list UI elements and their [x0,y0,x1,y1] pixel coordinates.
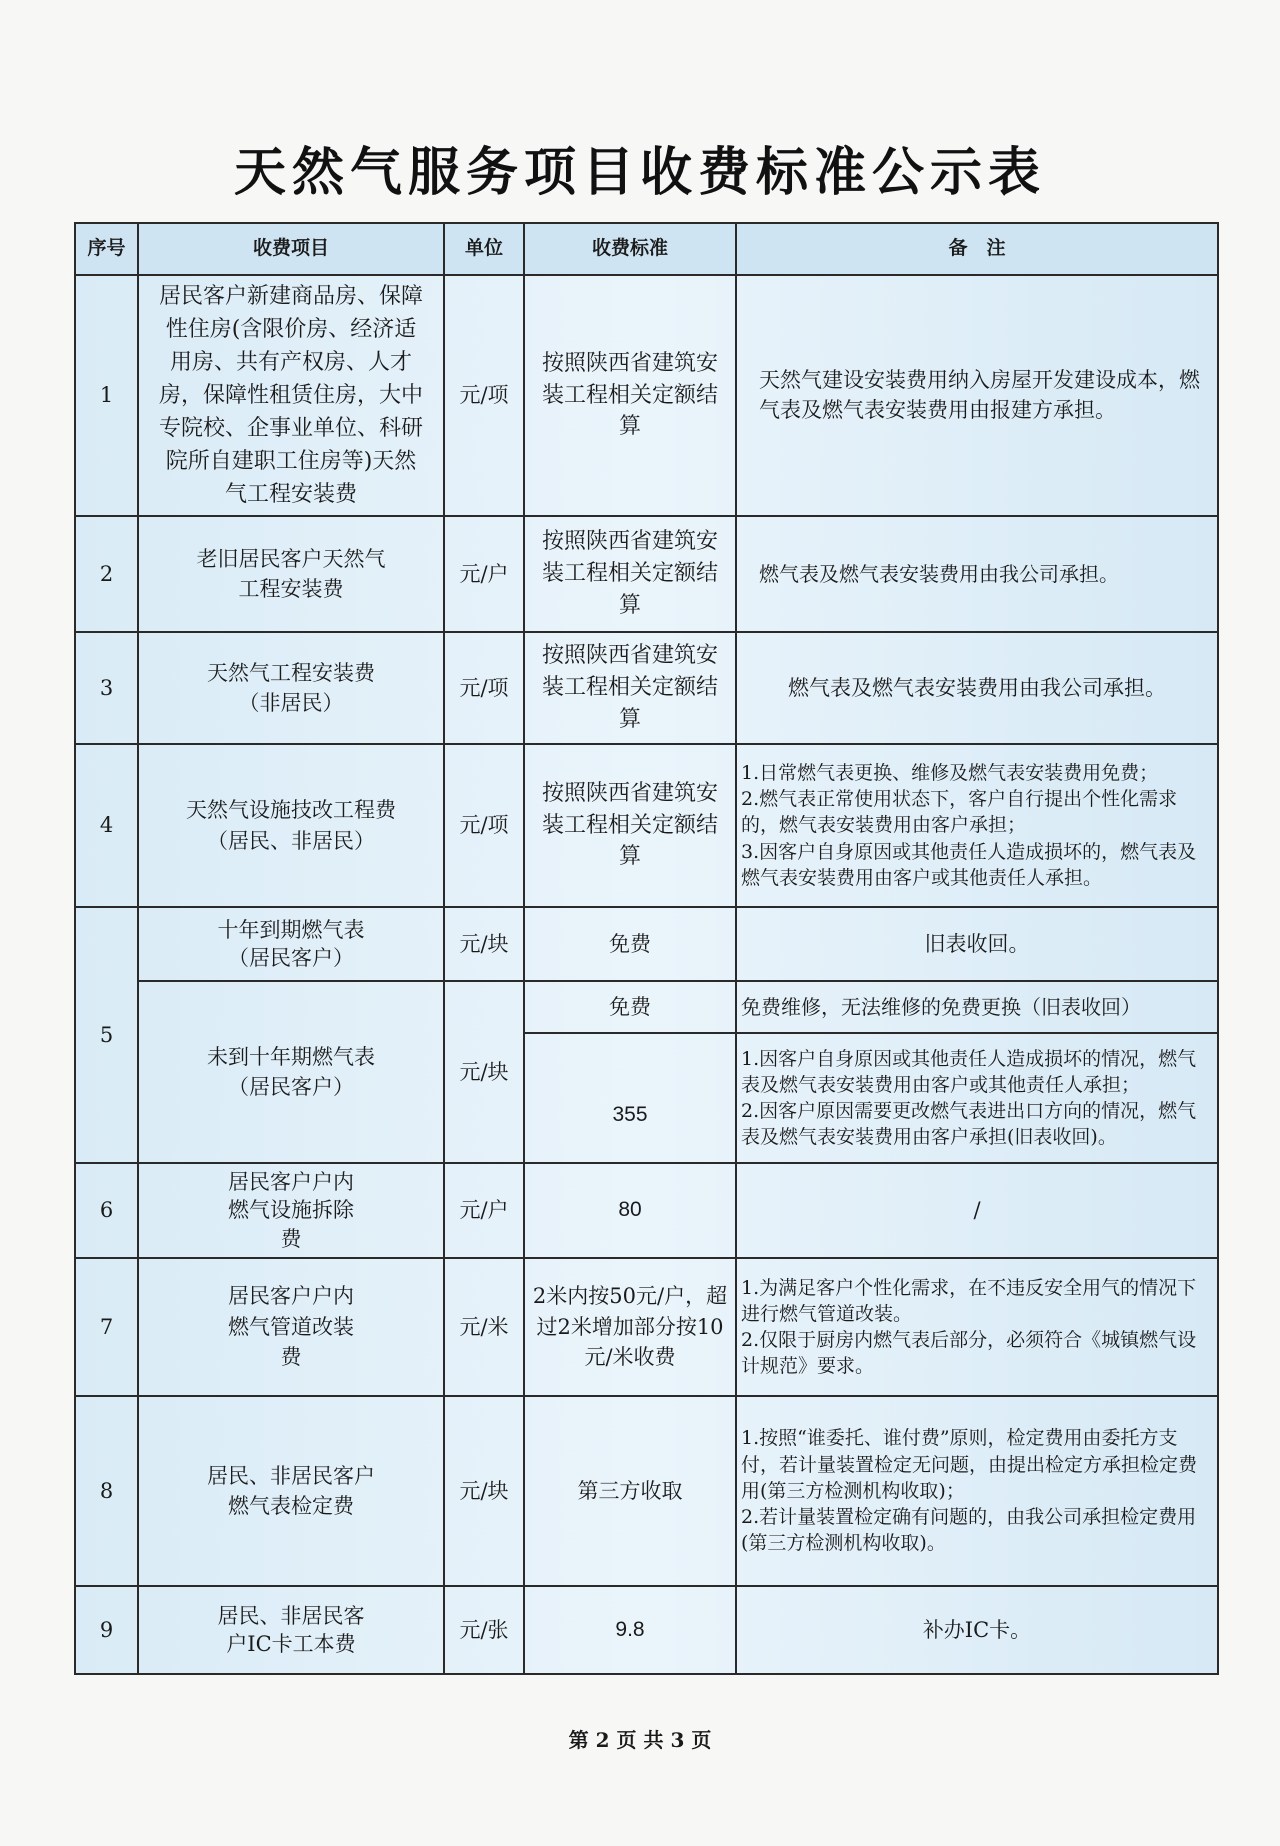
row-unit: 元/块 [444,907,524,981]
fee-table [74,222,1219,1675]
header-seq: 序号 [75,223,138,275]
row-standard: 9.8 [524,1586,736,1674]
table-header-row [75,223,1218,275]
note-line: 3.因客户自身原因或其他责任人造成损坏的，燃气表及燃气表安装费用由客户或其他责任人承担。 [741,840,1197,889]
row-item: 天然气设施技改工程费（居民、非居民） [138,744,444,907]
table-row [75,516,1218,632]
note-line: 2.仅限于厨房内燃气表后部分，必须符合《城镇燃气设计规范》要求。 [741,1329,1197,1378]
row-item: 老旧居民客户天然气工程安装费 [138,516,444,632]
row-standard: 按照陕西省建筑安装工程相关定额结算 [524,744,736,907]
row-note: / [736,1163,1218,1258]
row-standard: 按照陕西省建筑安装工程相关定额结算 [524,516,736,632]
row-unit: 元/张 [444,1586,524,1674]
row-unit: 元/户 [444,516,524,632]
row-standard: 80 [524,1163,736,1258]
row-standard: 355 [524,1033,736,1163]
row-seq: 5 [75,907,138,1163]
row-note: 免费维修，无法维修的免费更换（旧表收回） [736,981,1218,1033]
row-seq: 6 [75,1163,138,1258]
note-line: 1.按照“谁委托、谁付费”原则，检定费用由委托方支付，若计量装置检定无问题，由提出检定方承担检定费用(第三方检测机构收取)； [741,1427,1198,1502]
row-item: 居民客户户内燃气设施拆除费 [138,1163,444,1258]
row-standard: 第三方收取 [524,1396,736,1586]
table-row [75,907,1218,981]
row-note [736,1396,1218,1586]
row-unit: 元/块 [444,1396,524,1586]
row-note [736,744,1218,907]
note-line: 1.因客户自身原因或其他责任人造成损坏的情况，燃气表及燃气表安装费用由客户或其他责任人承担； [741,1047,1197,1096]
page-footer: 第 2 页 共 3 页 [568,1728,712,1752]
row-item: 居民客户新建商品房、保障性住房(含限价房、经济适用房、共有产权房、人才房，保障性租赁住房，大中专院校、企事业单位、科研院所自建职工住房等)天然气工程安装费 [138,275,444,516]
row-note [736,1033,1218,1163]
page-title: 天然气服务项目收费标准公示表 [233,142,1046,203]
row-item: 天然气工程安装费（非居民） [138,632,444,744]
row-seq: 3 [75,632,138,744]
row-unit: 元/项 [444,744,524,907]
row-seq: 8 [75,1396,138,1586]
row-note [736,1258,1218,1396]
table-row [75,1586,1218,1674]
note-line: 1.日常燃气表更换、维修及燃气表安装费用免费； [741,761,1159,784]
row-seq: 9 [75,1586,138,1674]
row-unit: 元/块 [444,981,524,1163]
row-seq: 4 [75,744,138,907]
row-item: 居民、非居民客户IC卡工本费 [138,1586,444,1674]
table-row [75,1396,1218,1586]
row-item: 居民、非居民客户燃气表检定费 [138,1396,444,1586]
row-note: 补办IC卡。 [736,1586,1218,1674]
note-line: 2.燃气表正常使用状态下，客户自行提出个性化需求的，燃气表安装费用由客户承担； [741,788,1178,837]
row-standard: 按照陕西省建筑安装工程相关定额结算 [524,632,736,744]
header-item: 收费项目 [138,223,444,275]
note-line: 2.因客户原因需要更改燃气表进出口方向的情况，燃气表及燃气表安装费用由客户承担(旧表收回)。 [741,1100,1197,1149]
table-row [75,1163,1218,1258]
row-seq: 2 [75,516,138,632]
row-standard: 免费 [524,907,736,981]
row-standard: 2米内按50元/户，超过2米增加部分按10元/米收费 [524,1258,736,1396]
row-unit: 元/项 [444,632,524,744]
row-standard: 免费 [524,981,736,1033]
row-item: 十年到期燃气表（居民客户） [138,907,444,981]
row-item: 未到十年期燃气表（居民客户） [138,981,444,1163]
note-line: 1.为满足客户个性化需求，在不违反安全用气的情况下进行燃气管道改装。 [741,1276,1197,1325]
row-note: 燃气表及燃气表安装费用由我公司承担。 [736,632,1218,744]
row-standard: 按照陕西省建筑安装工程相关定额结算 [524,275,736,516]
note-line: 2.若计量装置检定确有问题的，由我公司承担检定费用(第三方检测机构收取)。 [741,1506,1197,1555]
header-unit: 单位 [444,223,524,275]
row-note: 天然气建设安装费用纳入房屋开发建设成本，燃气表及燃气表安装费用由报建方承担。 [736,275,1218,516]
table-row [75,744,1218,907]
row-unit: 元/户 [444,1163,524,1258]
header-standard: 收费标准 [524,223,736,275]
row-seq: 1 [75,275,138,516]
header-note: 备 注 [736,223,1218,275]
table-row [75,981,1218,1033]
table-row [75,275,1218,516]
row-unit: 元/项 [444,275,524,516]
row-item: 居民客户户内燃气管道改装费 [138,1258,444,1396]
row-note: 旧表收回。 [736,907,1218,981]
row-seq: 7 [75,1258,138,1396]
table-row [75,632,1218,744]
row-unit: 元/米 [444,1258,524,1396]
row-note: 燃气表及燃气表安装费用由我公司承担。 [736,516,1218,632]
table-row [75,1258,1218,1396]
